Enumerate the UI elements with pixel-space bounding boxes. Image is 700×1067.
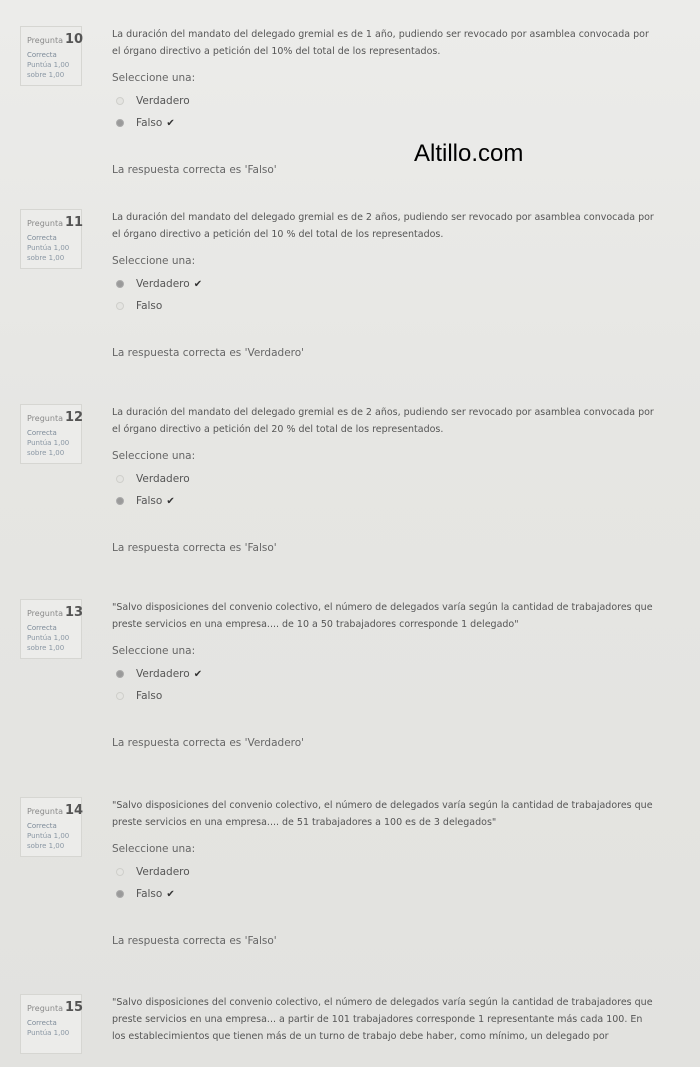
option-label: Verdadero — [136, 95, 190, 107]
option-verdadero[interactable] — [112, 273, 657, 295]
option-label: Verdadero — [136, 278, 190, 290]
option-label: Verdadero — [136, 668, 190, 680]
correct-answer-feedback: La respuesta correcta es 'Verdadero' — [112, 347, 305, 359]
option-falso[interactable] — [112, 112, 657, 134]
option-falso[interactable] — [112, 883, 657, 905]
question-text: La duración del mandato del delegado gremial es de 2 años, pudiendo ser revocado por asamblea convocada por el órgano directivo a petición del 10 % del total de los representados. — [112, 212, 654, 240]
question-grade: Puntúa 1,00 — [27, 243, 70, 252]
radio-button[interactable] — [116, 97, 124, 105]
question-label: Pregunta — [27, 219, 63, 228]
question-block — [0, 26, 700, 216]
option-falso[interactable] — [112, 685, 657, 707]
option-label: Falso — [136, 117, 163, 129]
option-verdadero[interactable] — [112, 861, 657, 883]
question-grade: Puntúa 1,00 — [27, 1028, 70, 1037]
answer-prompt: Seleccione una: — [112, 843, 196, 855]
correct-answer-feedback: La respuesta correcta es 'Falso' — [112, 935, 277, 947]
radio-button-selected[interactable] — [116, 670, 124, 678]
option-label: Falso — [136, 888, 163, 900]
question-grade-max: sobre 1,00 — [27, 254, 65, 263]
check-icon: ✔ — [166, 888, 175, 900]
radio-button[interactable] — [116, 868, 124, 876]
correct-answer-feedback: La respuesta correcta es 'Verdadero' — [112, 737, 305, 749]
question-block — [0, 209, 700, 399]
correct-answer-feedback: La respuesta correcta es 'Falso' — [112, 164, 277, 176]
check-icon: ✔ — [193, 668, 203, 680]
option-label: Verdadero — [136, 473, 190, 485]
question-number: 10 — [64, 32, 84, 47]
question-label: Pregunta — [27, 414, 63, 423]
option-label: Falso — [136, 495, 163, 507]
question-state: Correcta — [27, 428, 57, 437]
option-verdadero[interactable] — [112, 90, 657, 112]
radio-button-selected[interactable] — [116, 280, 124, 288]
option-label: Falso — [136, 690, 163, 702]
question-number: 13 — [64, 605, 84, 620]
radio-button-selected[interactable] — [116, 890, 124, 898]
question-state: Correcta — [27, 821, 57, 830]
question-text: La duración del mandato del delegado gremial es de 2 años, pudiendo ser revocado por asamblea convocada por el órgano directivo a petición del 20 % del total de los representados. — [112, 407, 654, 435]
question-grade-max: sobre 1,00 — [27, 842, 65, 851]
question-grade: Puntúa 1,00 — [27, 60, 70, 69]
check-icon: ✔ — [166, 495, 175, 507]
answer-prompt: Seleccione una: — [112, 450, 196, 462]
question-number: 14 — [64, 803, 84, 818]
question-state: Correcta — [27, 623, 57, 632]
radio-button-selected[interactable] — [116, 497, 124, 505]
question-grade: Puntúa 1,00 — [27, 831, 70, 840]
option-falso[interactable] — [112, 295, 657, 317]
answer-prompt: Seleccione una: — [112, 255, 196, 267]
question-label: Pregunta — [27, 1004, 63, 1013]
check-icon: ✔ — [193, 278, 203, 290]
question-info-box — [20, 994, 82, 1054]
option-verdadero[interactable] — [112, 468, 657, 490]
option-falso[interactable] — [112, 490, 657, 512]
question-number: 12 — [64, 410, 84, 425]
option-label: Falso — [136, 300, 163, 312]
radio-button-selected[interactable] — [116, 119, 124, 127]
question-number: 15 — [64, 1000, 84, 1015]
question-label: Pregunta — [27, 807, 63, 816]
question-block — [0, 599, 700, 789]
question-text: "Salvo disposiciones del convenio colectivo, el número de delegados varía según la cantidad de trabajadores que preste servicios en una empresa.... de 10 a 50 trabajadores corresponde 1 delegado" — [112, 602, 653, 630]
check-icon: ✔ — [166, 117, 175, 129]
question-label: Pregunta — [27, 36, 63, 45]
watermark: Altillo.com — [414, 140, 524, 167]
option-verdadero[interactable] — [112, 663, 657, 685]
question-text: La duración del mandato del delegado gremial es de 1 año, pudiendo ser revocado por asamblea convocada por el órgano directivo a petición del 10% del total de los representados. — [112, 29, 649, 57]
question-block — [0, 994, 700, 1067]
radio-button[interactable] — [116, 302, 124, 310]
question-info-box — [20, 26, 82, 86]
question-info-box — [20, 599, 82, 659]
question-number: 11 — [64, 215, 84, 230]
question-info-box — [20, 209, 82, 269]
question-state: Correcta — [27, 50, 57, 59]
correct-answer-feedback: La respuesta correcta es 'Falso' — [112, 542, 277, 554]
question-block — [0, 404, 700, 594]
radio-button[interactable] — [116, 692, 124, 700]
radio-button[interactable] — [116, 475, 124, 483]
option-label: Verdadero — [136, 866, 190, 878]
question-label: Pregunta — [27, 609, 63, 618]
question-grade: Puntúa 1,00 — [27, 438, 70, 447]
question-grade-max: sobre 1,00 — [27, 644, 65, 653]
answer-prompt: Seleccione una: — [112, 645, 196, 657]
answer-prompt: Seleccione una: — [112, 72, 196, 84]
question-info-box — [20, 797, 82, 857]
question-state: Correcta — [27, 233, 57, 242]
question-grade-max: sobre 1,00 — [27, 449, 65, 458]
question-block — [0, 797, 700, 987]
question-text: "Salvo disposiciones del convenio colectivo, el número de delegados varía según la cantidad de trabajadores que preste servicios en una empresa.... de 51 trabajadores a 100 es de 3 delegados" — [112, 800, 653, 828]
question-grade-max: sobre 1,00 — [27, 71, 65, 80]
question-text: "Salvo disposiciones del convenio colectivo, el número de delegados varía según la cantidad de trabajadores que preste servicios en una empresa... a partir de 101 trabajadores corresponde 1 representante más cada 100. En los establecimientos que tienen más de un turno de trabajo debe haber, como mínimo, un delegado por — [112, 997, 653, 1042]
question-state: Correcta — [27, 1018, 57, 1027]
question-info-box — [20, 404, 82, 464]
question-grade: Puntúa 1,00 — [27, 633, 70, 642]
